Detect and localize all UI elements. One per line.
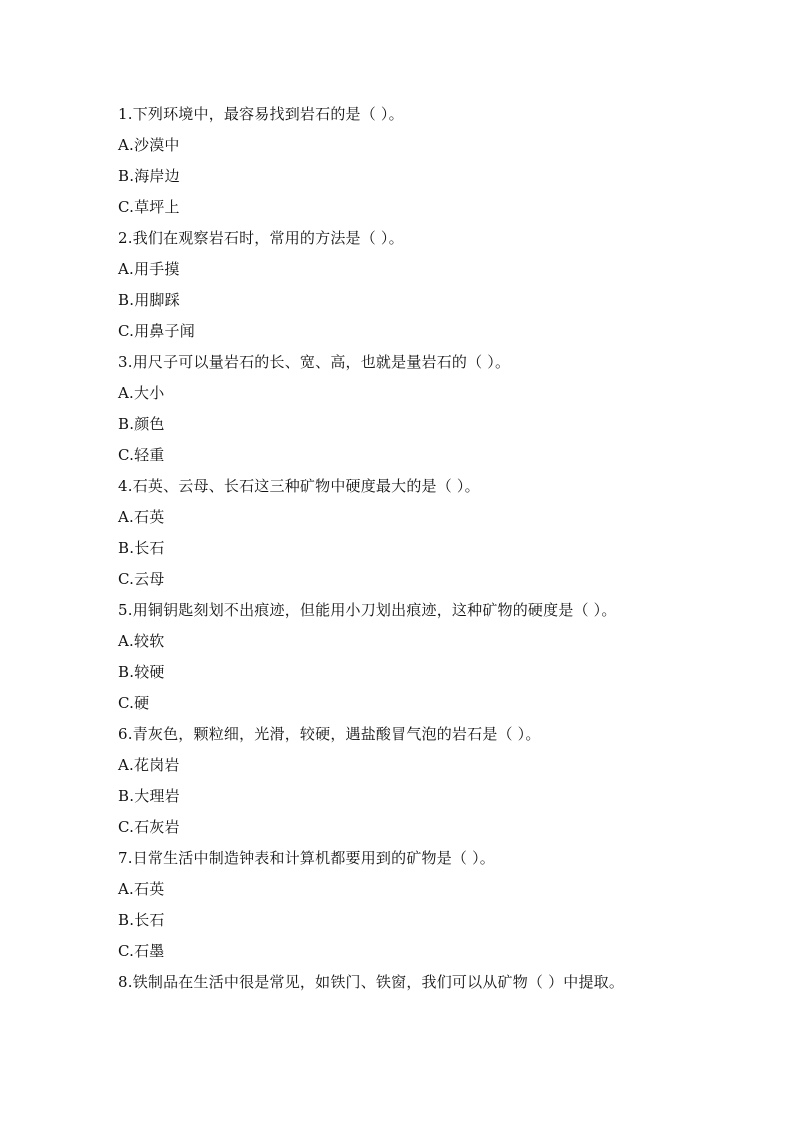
question-5-option-c: C.硬 [118, 694, 150, 712]
question-7-option-b: B.长石 [118, 911, 165, 929]
question-2-option-c: C.用鼻子闻 [118, 322, 195, 340]
question-5-stem: 5.用铜钥匙刻划不出痕迹，但能用小刀划出痕迹，这种矿物的硬度是（ ）。 [118, 601, 617, 619]
question-3-option-b: B.颜色 [118, 415, 165, 433]
question-7-option-a: A.石英 [118, 880, 165, 898]
question-3-option-a: A.大小 [118, 384, 165, 402]
question-8-stem: 8.铁制品在生活中很是常见，如铁门、铁窗，我们可以从矿物（ ）中提取。 [118, 973, 625, 991]
question-6-option-a: A.花岗岩 [118, 756, 180, 774]
question-6-option-b: B.大理岩 [118, 787, 180, 805]
question-4-stem: 4.石英、云母、长石这三种矿物中硬度最大的是（ ）。 [118, 477, 480, 495]
question-4-option-b: B.长石 [118, 539, 165, 557]
question-1-stem: 1.下列环境中，最容易找到岩石的是（ ）。 [118, 105, 404, 123]
question-4-option-c: C.云母 [118, 570, 165, 588]
question-1-option-b: B.海岸边 [118, 167, 180, 185]
question-1-option-c: C.草坪上 [118, 198, 180, 216]
question-3-stem: 3.用尺子可以量岩石的长、宽、高，也就是量岩石的（ ）。 [118, 353, 511, 371]
question-3-option-c: C.轻重 [118, 446, 165, 464]
question-2-option-b: B.用脚踩 [118, 291, 180, 309]
question-7-stem: 7.日常生活中制造钟表和计算机都要用到的矿物是（ ）。 [118, 849, 495, 867]
question-7-option-c: C.石墨 [118, 942, 165, 960]
question-2-option-a: A.用手摸 [118, 260, 180, 278]
question-6-stem: 6.青灰色，颗粒细，光滑，较硬，遇盐酸冒气泡的岩石是（ ）。 [118, 725, 541, 743]
question-1-option-a: A.沙漠中 [118, 136, 180, 154]
question-5-option-b: B.较硬 [118, 663, 165, 681]
question-5-option-a: A.较软 [118, 632, 165, 650]
question-2-stem: 2.我们在观察岩石时，常用的方法是（ ）。 [118, 229, 404, 247]
question-6-option-c: C.石灰岩 [118, 818, 180, 836]
question-list [118, 99, 718, 998]
question-4-option-a: A.石英 [118, 508, 165, 526]
